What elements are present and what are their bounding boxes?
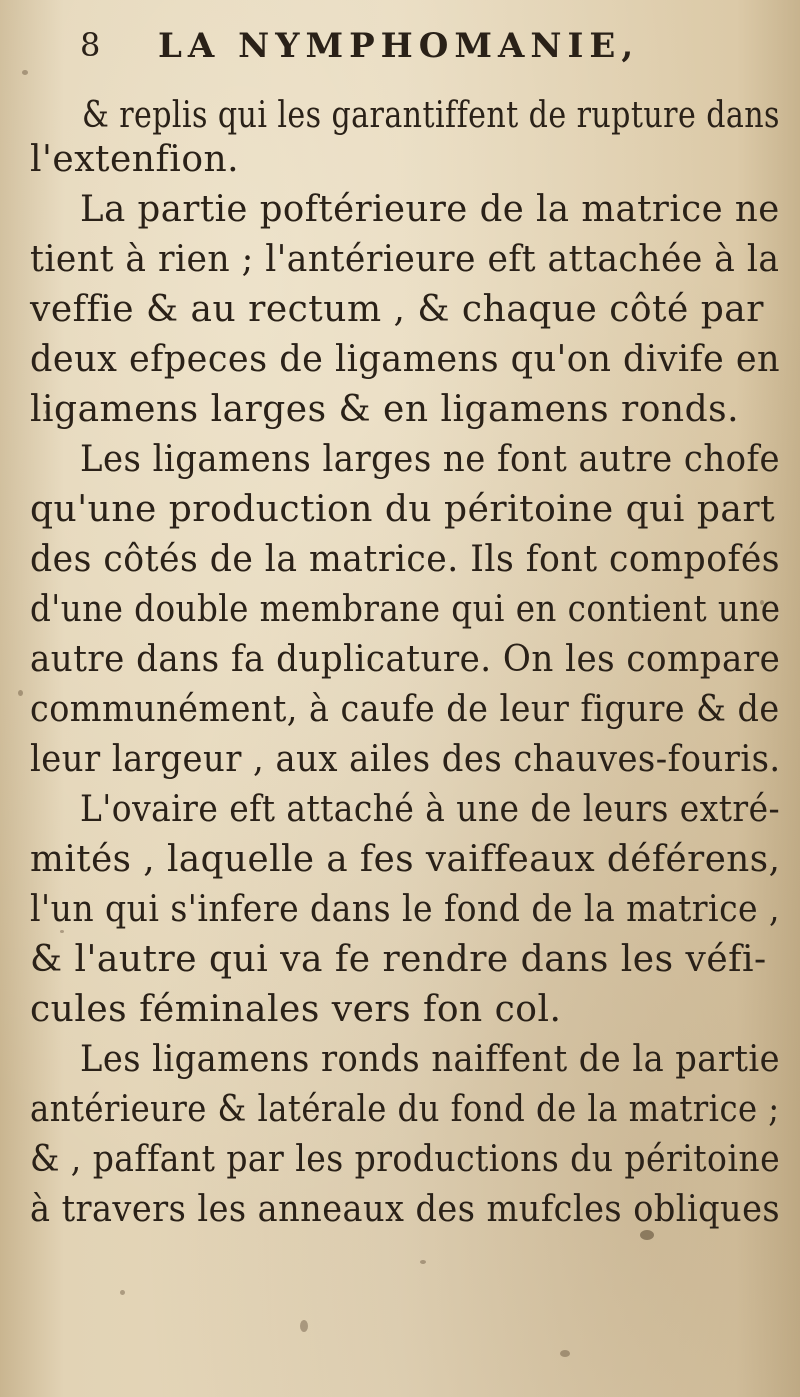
text-line: ligamens larges & en ligamens ronds.	[30, 389, 740, 430]
text-line: antérieure & latérale du fond de la matrice ;	[30, 1089, 780, 1130]
text-line: l'extenfion.	[30, 139, 240, 180]
text-line: veffie & au rectum , & chaque côté par	[30, 289, 764, 330]
text-line: mités , laquelle a fes vaiffeaux déférens,	[30, 839, 781, 880]
text-line: & replis qui les garantiffent de rupture dans	[82, 95, 780, 136]
text-line: Les ligamens larges ne font autre chofe	[80, 439, 781, 480]
paper-speckle	[420, 1260, 426, 1264]
paper-speckle	[560, 1350, 570, 1357]
text-line: tient à rien ; l'antérieure eft attachée à la	[30, 239, 780, 280]
text-line: Les ligamens ronds naiffent de la partie	[80, 1039, 781, 1080]
text-line: l'un qui s'infere dans le fond de la matrice ,	[30, 889, 780, 930]
running-title: LA NYMPHOMANIE,	[158, 26, 640, 66]
text-line: communément, à caufe de leur figure & de	[30, 689, 780, 730]
text-line: & , paffant par les productions du péritoine	[30, 1139, 781, 1180]
paper-speckle	[300, 1320, 308, 1332]
page-number: 8	[80, 26, 107, 64]
text-line: L'ovaire eft attaché à une de leurs extré-	[80, 789, 781, 830]
text-line: leur largeur , aux ailes des chauves-fouris.	[30, 739, 781, 780]
text-line: cules féminales vers fon col.	[30, 989, 562, 1030]
paper-speckle	[120, 1290, 125, 1295]
text-line: à travers les anneaux des mufcles obliques	[30, 1189, 781, 1230]
paper-speckle	[18, 690, 23, 696]
text-line: deux efpeces de ligamens qu'on divife en	[30, 339, 781, 380]
text-line: autre dans fa duplicature. On les compare	[30, 639, 781, 680]
paper-speckle	[22, 70, 28, 75]
text-line: qu'une production du péritoine qui part	[30, 489, 776, 530]
text-line: & l'autre qui va fe rendre dans les véfi-	[30, 939, 767, 980]
text-line: d'une double membrane qui en contient une	[30, 589, 781, 630]
page-header	[80, 20, 780, 80]
text-line: des côtés de la matrice. Ils font compofés	[30, 539, 781, 580]
text-line: La partie poftérieure de la matrice ne	[80, 189, 780, 230]
